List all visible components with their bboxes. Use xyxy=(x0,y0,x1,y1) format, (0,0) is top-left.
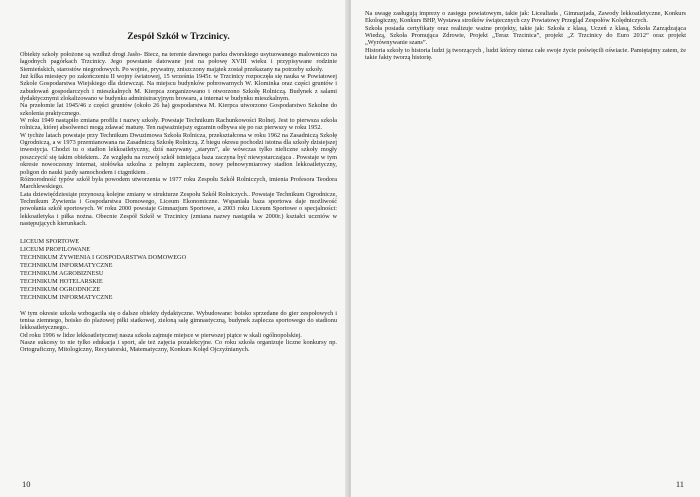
paragraph: Od roku 1996 w lidze lekkoatletycznej nasza szkoła zajmuje miejsce w pierwszej piątce w skali ogólnopolskiej. xyxy=(20,331,302,339)
left-paragraphs xyxy=(20,51,337,227)
paragraph: W roku 1949 nastąpiło zmiana profilu i nazwy szkoły. Powstaje Technikum Rachunkowości Rolnej. Jest to pierwsza szkoła rolnicza, której absolwenci mogą zdawać maturę. Ten najważniejszy egzamin odbywa się po raz pierwszy w roku 1952. xyxy=(20,117,337,132)
list-item: TECHNIKUM HOTELARSKIE xyxy=(20,277,103,285)
paragraph: Lata dziewięćdziesiąte przynoszą kolejne zmiany w strukturze Zespołu Szkół Rolniczych.. Powstaje Technikum Ogrodnicze, Technikum Żywienia i Gospodarstwa Domowego, Liceum Ekonomiczne. Wspaniała baza sportowa daje możliwość powołania szkół sportowych. W roku 2000 powstaje Gimnazjum Sportowe, a 2003 roku Liceum Sportowe o specjalności: lekkoatletyka i piłka nożna. Obecnie Zespół Szkół w Trzcinicy (zmiana nazwy nastąpiła w 2000r.) kształci uczniów w następujących kierunkach. xyxy=(20,190,337,227)
list-item: LICEUM PROFILOWANE xyxy=(20,246,91,254)
paragraph: W tychże latach powstaje przy Technikum Dwuzimowa Szkoła Rolnicza, przekształcona w roku 1962 na Zasadniczą Szkołę Ogrodniczą, a w 1973 przemianowana na Zasadniczą Szkołę Rolniczą. Z biegu okresu pochodzi istotna dla szkoły dzisiejszej inwestycja. Chodzi tu o stadion lekkoatletyczny, dziś nazywany „starym”, ale wówczas tylko nieliczne szkoły mogły poszczycić się takim obiektem.. Ze względu na rozwój szkół istniejąca baza zaczyna być niewystarczająca . Powstaje w tym okresie nowoczesny internat, stołówka szkolna z pełnym zapleczem, nowy pełnowymiarowy stadion lekkoatletyczny, poligon do nauki jazdy samochodem i ciągnikiem . xyxy=(20,131,337,176)
paragraph: Na przełomie lat 1945/46 z części gruntów (około 26 ha) gospodarstwa M. Kierpca utworzono Gospodarstwo Szkolne do szkolenia praktycznego. xyxy=(20,102,337,117)
paragraph: Obiekty szkoły położone są wzdłuż drogi Jasło- Biecz, na terenie dawnego parku dworskiego usytuowanego malowniczo na łagodnych pagórkach Trzcinicy. Jego powstanie datowane jest na połowę XVIII wieku i przypisywane rodzinie Siemieńskich, starostów niegrodowych. Po wojnie, prywatny, zniszczony majątek został przekazany na potrzeby szkoły. xyxy=(20,51,337,73)
list-item: TECHNIKUM INFORMATYCZNE xyxy=(20,293,113,301)
list-item: TECHNIKUM INFORMATYCZNE xyxy=(20,261,113,269)
left-paragraphs-after xyxy=(20,310,337,354)
chapter-title: Zespół Szkół w Trzcinicy. xyxy=(127,32,230,42)
list-item: TECHNIKUM OGRODNICZE xyxy=(20,285,101,293)
paragraph: Szkoła posiada certyfikaty oraz realizuje ważne projekty, takie jak: Szkoła z klasą, Uczeń z klasą, Szkoła Zarządzająca Wiedzą, Szkoła Promująca Zdrowie, Projekt „Teraz Trzcinica”, projekt „Z Trzcinicy do Euro 2012” oraz projekt „Wyrównywanie szans”. xyxy=(365,24,686,47)
paragraph: W tym okresie szkoła wzbogaciła się o dalsze obiekty dydaktyczne. Wybudowane: boisko sprzedane do gier zespołowych i tenisa ziemnego, boisko do plażowej piłki siatkowej, zieloną salę gimnastyczną, budynek zaplecza sportowego do stadionu lekkoatletycznego.. xyxy=(20,309,337,332)
paragraph: Nasze sukcesy to nie tylko edukacja i sport, ale też zajęcia pozalekcyjne. Co roku szkoła organizuje liczne konkursy np. Ortograficzny, Mitologiczny, Recytatorski, Matematyczny, Konkurs Kolęd Ojczyźnianych. xyxy=(20,338,337,354)
left-page xyxy=(0,0,349,497)
paragraph: Już kilka miesięcy po zakończeniu II wojny światowej, 15 września 1945r. w Trzcinicy rozpoczęła się nauka w Powiatowej Szkole Gospodarstwa Wiejskiego dla dziewcząt. Na miejscu budynków pobrowarnych W. Klominka oraz części gruntów i zabudowań gospodarczych i mieszkalnych M. Kierpca zorganizowano i otworzono Szkołę Rolniczą. Budynek z salami dydaktycznymi zlokalizowano w budynku administracyjnym browaru, a internat w budynku mieszkalnym. xyxy=(20,73,337,103)
list-item: TECHNIKUM ŻYWIENIA I GOSPODARSTWA DOMOWEGO xyxy=(20,254,187,262)
list-item: LICEUM SPORTOWE xyxy=(20,238,80,246)
paragraph: Historia szkoły to historia ludzi ją tworzących , ludzi którzy nieraz całe swoje życie poświęcili oświacie. Pamiętajmy zatem, że takie fakty tworzą historię. xyxy=(365,46,686,62)
list-item: TECHNIKUM AGROBIZNESU xyxy=(20,269,104,277)
page-number: 10 xyxy=(22,479,31,489)
school-list xyxy=(20,238,337,301)
paragraph: Różnorodność typów szkół była powodem utworzenia w 1977 roku Zespołu Szkół Rolniczych, imienia Profesora Teodora Marchlewskiego. xyxy=(20,175,337,191)
right-page xyxy=(351,0,700,497)
page-number: 11 xyxy=(675,479,684,489)
paragraph: Na uwagę zasługują imprezy o zasięgu powiatowym, takie jak: Licealiada , Gimnazjada, Zawody lekkoatletyczne, Konkurs Ekologiczny, Konkurs BHP, Wystawa stroików świątecznych czy Powiatowy Przegląd Zespołów Kolędniczych. xyxy=(365,10,686,25)
